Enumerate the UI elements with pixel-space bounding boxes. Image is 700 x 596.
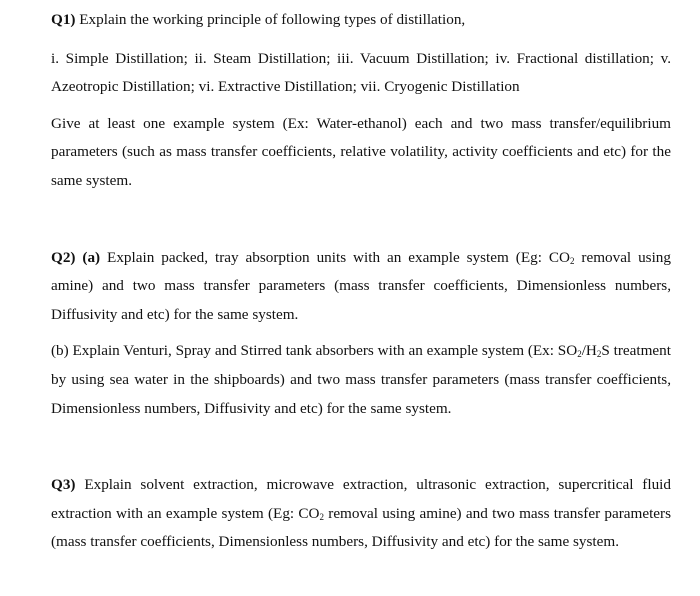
q2-part-a-label: (a) (82, 248, 101, 266)
q2-part-b (51, 337, 671, 423)
q2-part-a-subscript: 2 (569, 255, 575, 266)
q2-part-a (51, 244, 671, 330)
q3-text (51, 471, 671, 557)
question-sheet (51, 6, 671, 557)
q2-part-a-text-post: removal using amine) and two mass transfer parameters (mass transfer coefficients, Dimensionless numbers, Diffusivity and etc) for the same system. (51, 248, 671, 323)
q1-instruction: Give at least one example system (Ex: Water-ethanol) each and two mass transfer/equilibrium parameters (such as mass transfer coefficients, relative volatility, activity coefficients and etc) for the same system. (51, 114, 671, 189)
q1-distillation-list: i. Simple Distillation; ii. Steam Distillation; iii. Vacuum Distillation; iv. Fractional distillation; v. Azeotropic Distillation; vi. Extractive Distillation; vii. Cryogenic Distillation (51, 49, 671, 96)
q2-part-a-text-pre: Explain packed, tray absorption units with an example system (Eg: CO (100, 248, 570, 266)
q2-part-b-text-post: S treatment by using sea water in the shipboards) and two mass transfer parameters (mass transfer coefficients, Dimensionless numbers, Diffusivity and etc) for the same system. (51, 342, 671, 417)
q1-heading (51, 6, 671, 35)
q1-label: Q1) (51, 11, 76, 28)
q1-title: Explain the working principle of following types of distillation, (75, 11, 466, 28)
q2-part-b-text-mid: /H (581, 342, 597, 360)
q2-label: Q2) (51, 248, 76, 266)
q3-subscript: 2 (319, 511, 324, 522)
q3-text-pre: Explain solvent extraction, microwave extraction, ultrasonic extraction, supercritical fluid extraction with an example system (Eg: CO (51, 476, 671, 522)
q2-part-b-subscript-2: 2 (596, 349, 602, 360)
q2-part-b-subscript-1: 2 (577, 349, 582, 360)
q3-label: Q3) (51, 476, 76, 494)
q3-text-post: removal using amine) and two mass transfer parameters (mass transfer coefficients, Dimensionless numbers, Diffusivity and etc) for the same system. (51, 504, 671, 551)
q2-part-b-text-pre: (b) Explain Venturi, Spray and Stirred tank absorbers with an example system (Ex: SO (51, 342, 578, 360)
